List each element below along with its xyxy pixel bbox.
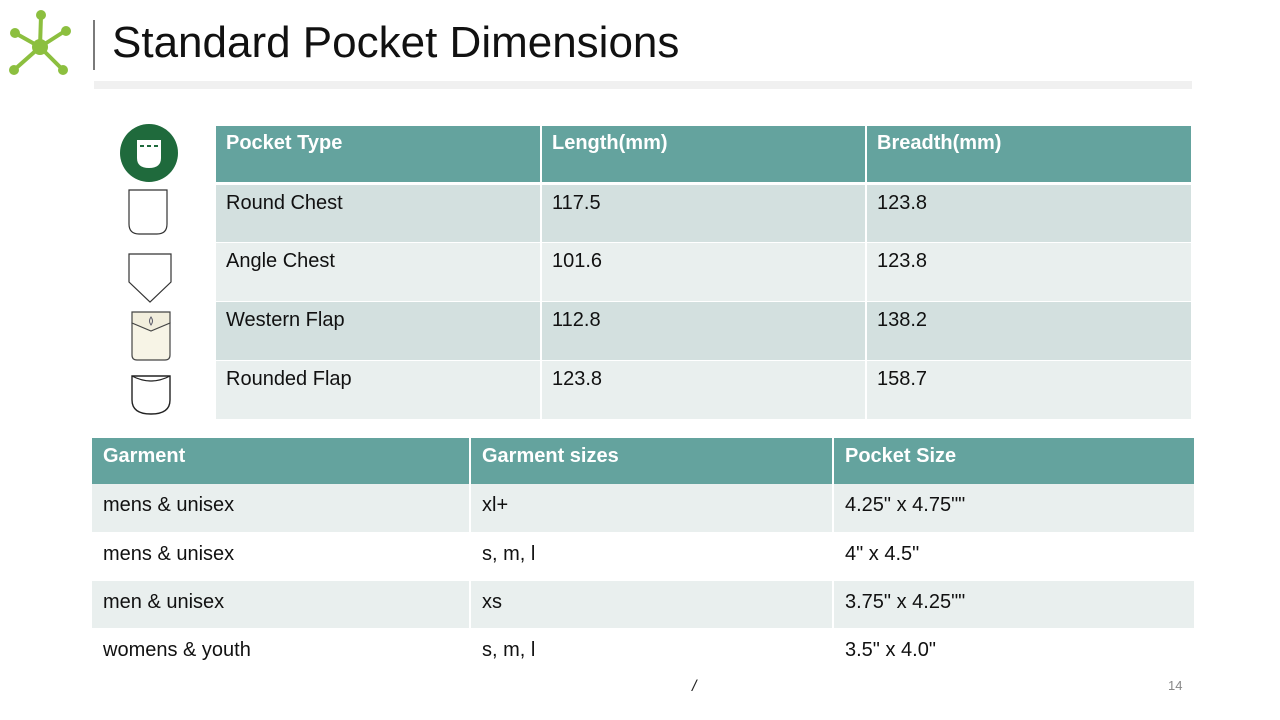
table-row: [92, 580, 1195, 628]
pocket-dimensions-table: [216, 126, 1193, 420]
table-row: [216, 242, 1192, 301]
pocket-type-cell: Round Chest: [216, 183, 541, 242]
column-header-garment: Garment: [92, 438, 470, 484]
angle-chest-pocket-icon: [127, 252, 173, 304]
garment-cell: mens & unisex: [92, 484, 470, 532]
pocket-size-cell: 3.5" x 4.0": [833, 628, 1195, 676]
table-header-row: [92, 438, 1195, 484]
table-header-row: [216, 126, 1192, 183]
page-number: 14: [1168, 678, 1183, 693]
title-divider: [94, 81, 1192, 89]
garment-pocket-size-table: [92, 438, 1196, 677]
breadth-cell: 138.2: [866, 301, 1192, 360]
length-cell: 123.8: [541, 360, 866, 419]
breadth-cell: 123.8: [866, 183, 1192, 242]
table-row: [92, 484, 1195, 532]
garment-cell: men & unisex: [92, 580, 470, 628]
garment-sizes-cell: xl+: [470, 484, 833, 532]
western-flap-pocket-icon: [129, 309, 173, 363]
column-header-breadth: Breadth(mm): [866, 126, 1192, 183]
column-header-length: Length(mm): [541, 126, 866, 183]
molecule-logo-icon: [5, 6, 77, 78]
garment-cell: womens & youth: [92, 628, 470, 676]
breadth-cell: 123.8: [866, 242, 1192, 301]
pocket-type-cell: Western Flap: [216, 301, 541, 360]
column-header-garment-sizes: Garment sizes: [470, 438, 833, 484]
round-chest-pocket-icon: [127, 188, 169, 236]
pocket-type-cell: Angle Chest: [216, 242, 541, 301]
garment-sizes-cell: s, m, l: [470, 628, 833, 676]
table-row: [92, 532, 1195, 580]
pocket-size-cell: 4.25" x 4.75"": [833, 484, 1195, 532]
page-title: Standard Pocket Dimensions: [112, 18, 680, 67]
length-cell: 112.8: [541, 301, 866, 360]
pocket-size-cell: 4" x 4.5": [833, 532, 1195, 580]
garment-sizes-cell: s, m, l: [470, 532, 833, 580]
title-accent-bar: [93, 20, 95, 70]
rounded-flap-pocket-icon: [129, 370, 173, 416]
table-row: [92, 628, 1195, 676]
length-cell: 117.5: [541, 183, 866, 242]
garment-sizes-cell: xs: [470, 580, 833, 628]
length-cell: 101.6: [541, 242, 866, 301]
breadth-cell: 158.7: [866, 360, 1192, 419]
pocket-size-cell: 3.75" x 4.25"": [833, 580, 1195, 628]
garment-cell: mens & unisex: [92, 532, 470, 580]
table-row: [216, 360, 1192, 419]
table-row: [216, 301, 1192, 360]
pocket-type-cell: Rounded Flap: [216, 360, 541, 419]
column-header-pocket-size: Pocket Size: [833, 438, 1195, 484]
footer-mark: /: [692, 678, 697, 695]
column-header-pocket-type: Pocket Type: [216, 126, 541, 183]
table-row: [216, 183, 1192, 242]
pocket-badge-icon: [120, 124, 178, 182]
